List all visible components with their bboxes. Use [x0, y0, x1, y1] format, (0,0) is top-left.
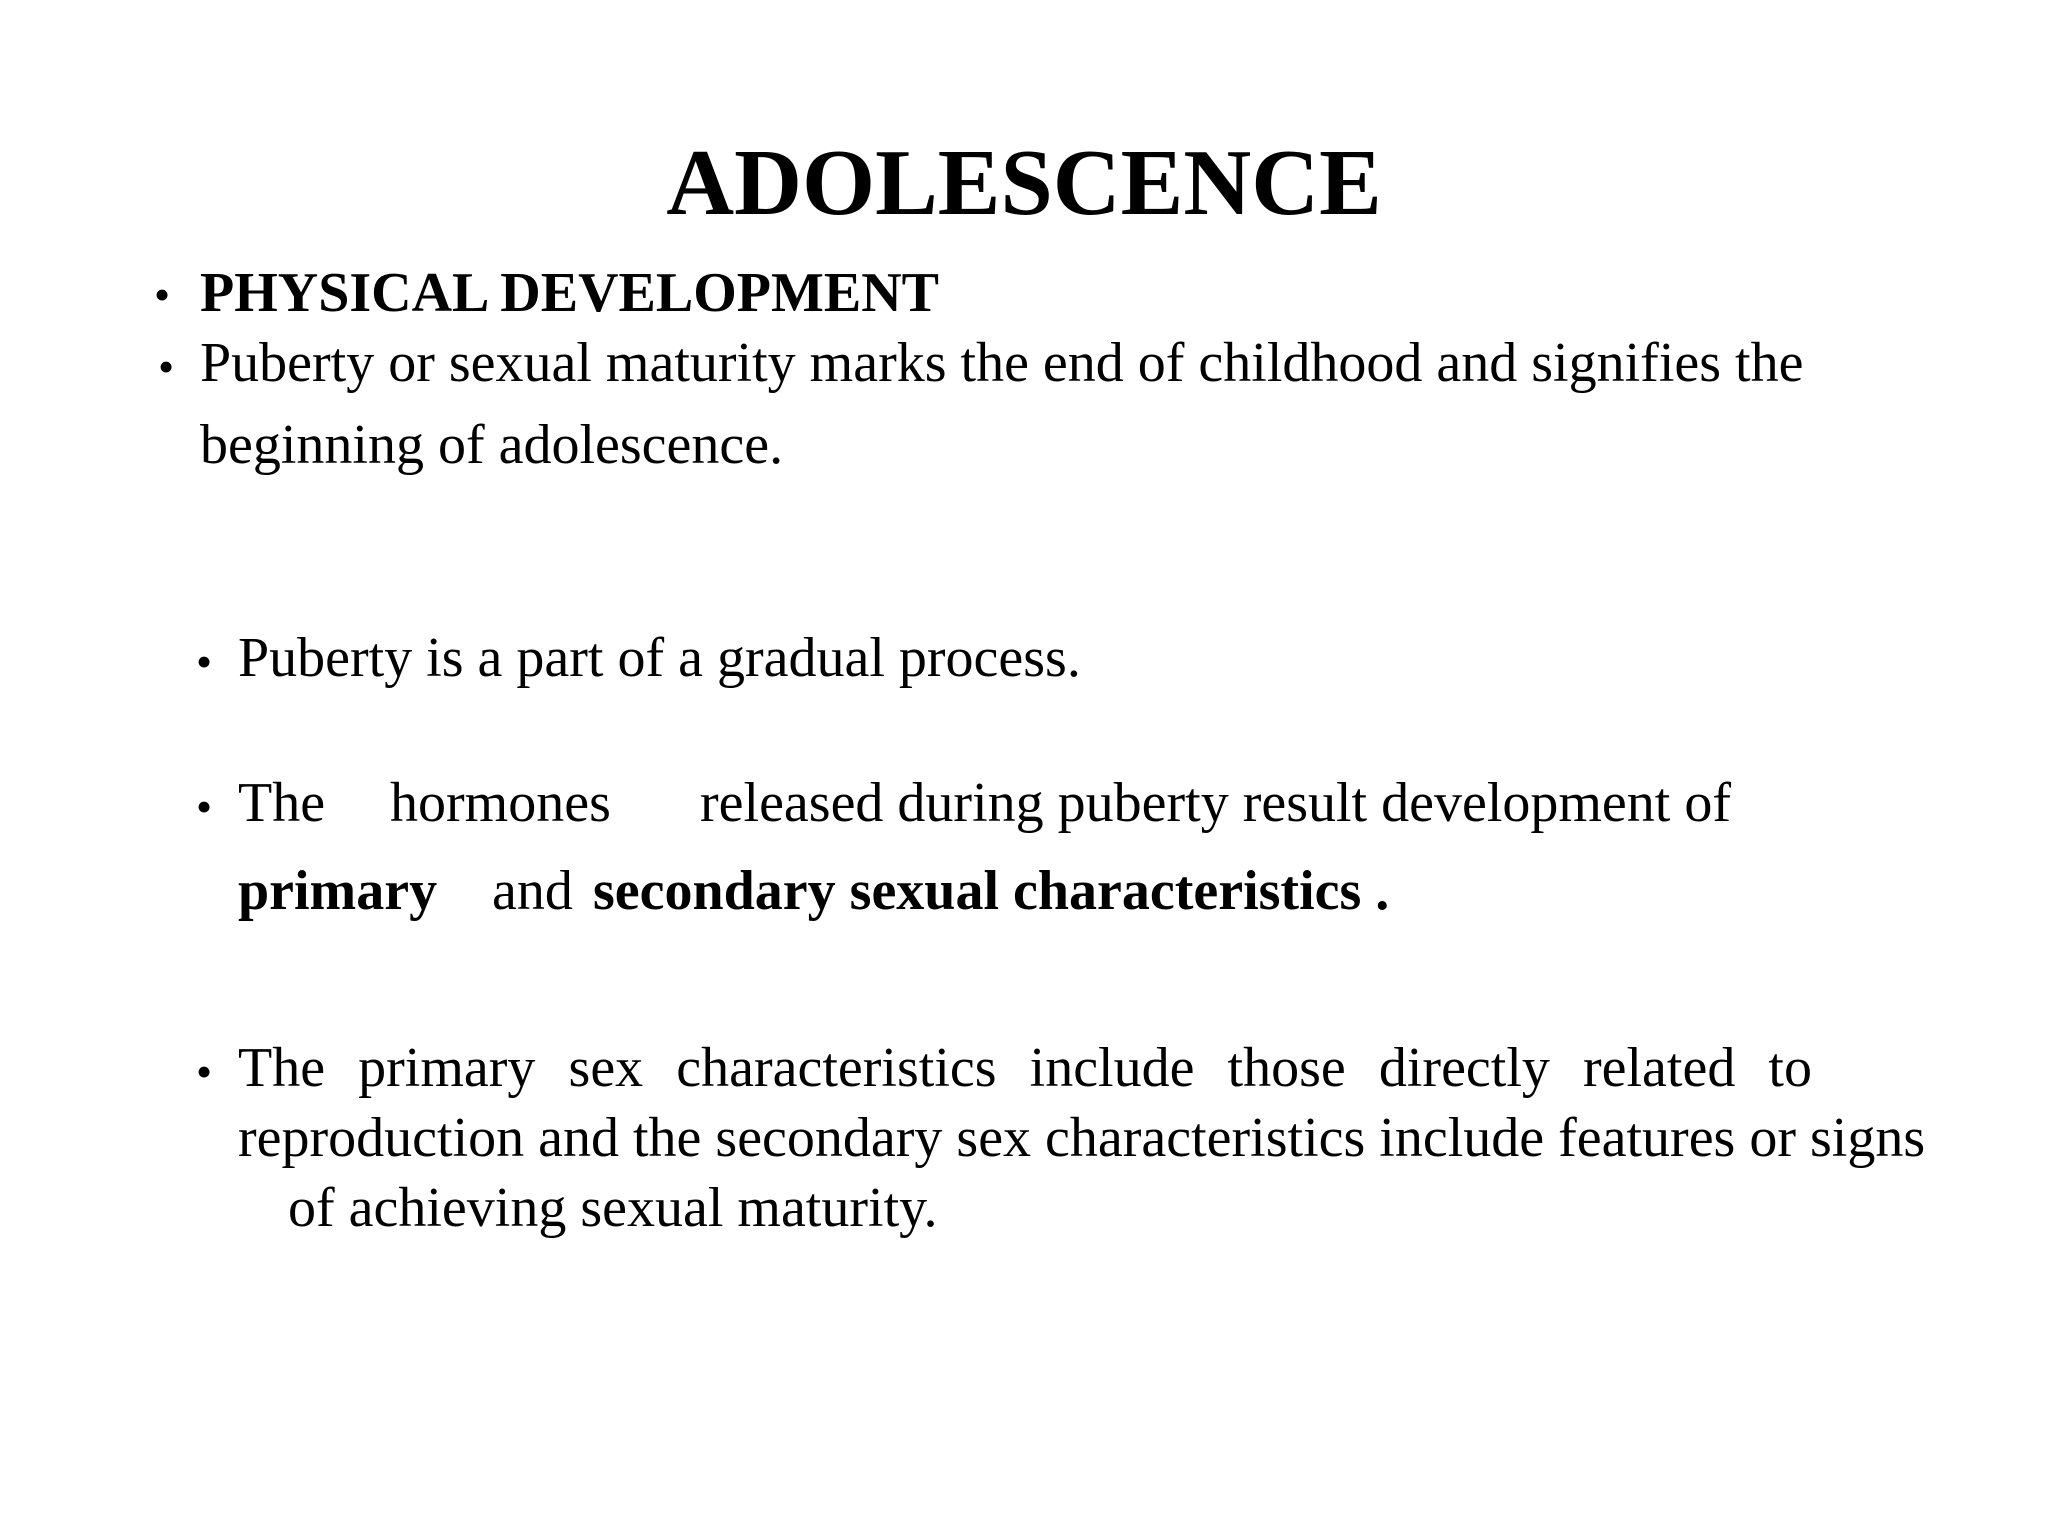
bullet-text-line: reproduction and the secondary sex characteristics include features or signs	[238, 1107, 1926, 1169]
bullet-icon: •	[196, 781, 213, 832]
word: The	[238, 772, 326, 834]
section-heading: PHYSICAL DEVELOPMENT	[200, 262, 939, 324]
word: and	[492, 860, 573, 922]
word: hormones	[390, 772, 611, 834]
bold-term-primary: primary	[238, 860, 438, 922]
bullet-text-line: of achieving sexual maturity.	[288, 1177, 938, 1239]
phrase: released during puberty result development of	[700, 772, 1731, 834]
bullet-text-line: Puberty or sexual maturity marks the end of childhood and signifies the	[200, 332, 1804, 394]
bullet-text-line: The primary sex characteristics include those directly related to	[238, 1037, 1812, 1099]
slide-title: ADOLESCENCE	[666, 131, 1382, 235]
bullet-text-line: beginning of adolescence.	[200, 414, 784, 476]
bullet-icon: •	[196, 1046, 213, 1097]
bullet-icon: •	[196, 636, 213, 687]
bullet-icon: •	[154, 269, 171, 320]
bullet-text-line: Puberty is a part of a gradual process.	[238, 627, 1081, 689]
bullet-icon: •	[158, 341, 175, 392]
bold-term-secondary: secondary sexual characteristics .	[593, 860, 1390, 922]
